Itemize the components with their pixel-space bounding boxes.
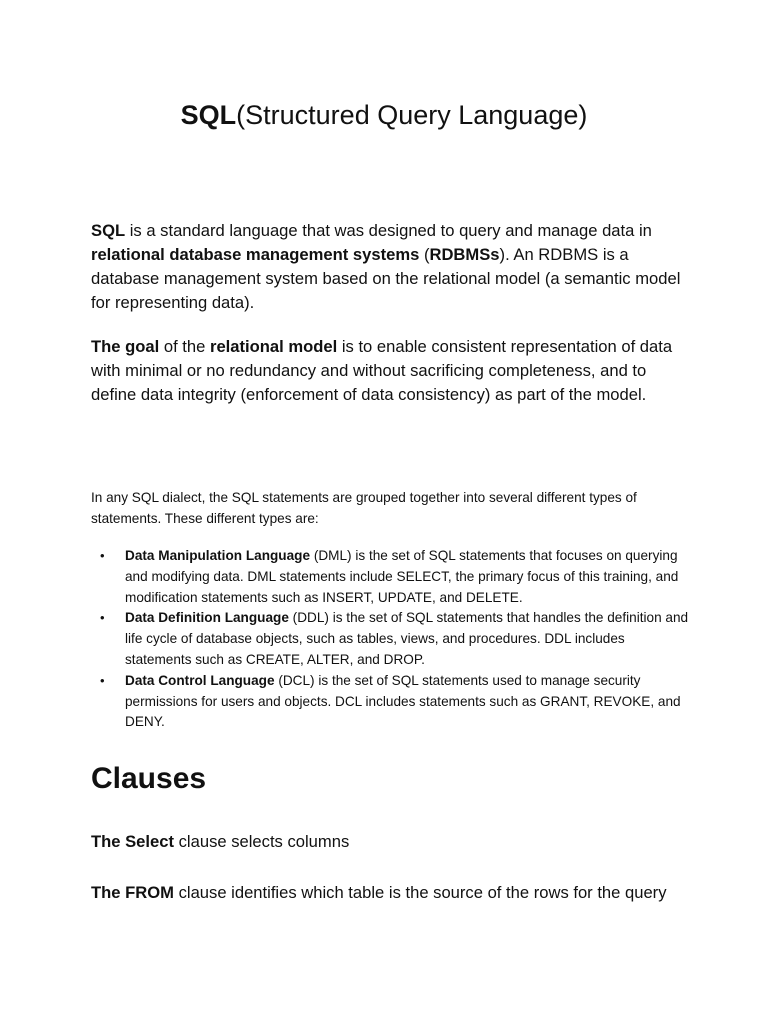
- goal-paragraph: [91, 335, 691, 407]
- from-clause-paragraph: [91, 881, 691, 905]
- intro-text-3: ). An RDBMS is a database management system based on the relational model (a semantic model for representing data).: [91, 245, 681, 312]
- list-item-text: (DML) is the set of SQL statements that focuses on querying and modifying data. DML statements include SELECT, the primary focus of this training, and modification statements such as INSERT, UPDATE, and DELETE.: [125, 548, 679, 605]
- intro-text-2: (: [419, 245, 430, 264]
- statement-types-list: [91, 546, 691, 733]
- intro-paragraph: [91, 219, 691, 315]
- list-item: [91, 546, 691, 608]
- list-item: [91, 608, 691, 670]
- list-item: [91, 671, 691, 733]
- from-clause-bold: The FROM: [91, 883, 174, 902]
- list-item-term: Data Control Language: [125, 672, 275, 688]
- select-clause-paragraph: [91, 830, 691, 854]
- list-item-text: (DCL) is the set of SQL statements used to manage security permissions for users and objects. DCL includes statements such as GRANT, REVOKE, and DENY.: [125, 672, 681, 730]
- title-rest: (Structured Query Language): [236, 100, 588, 130]
- goal-text-2: is to enable consistent representation of data with minimal or no redundancy and without sacrificing completeness, and to define data integrity (enforcement of data consistency) as part of the model.: [91, 337, 673, 404]
- list-item-term: Data Definition Language: [125, 610, 289, 626]
- goal-bold-2: relational model: [209, 337, 338, 356]
- goal-bold-1: The goal: [91, 337, 160, 356]
- page-title: [0, 96, 768, 134]
- clauses-heading: Clauses: [91, 762, 207, 795]
- dialect-paragraph: In any SQL dialect, the SQL statements are grouped together into several different types of statements. These different types are:: [91, 490, 637, 526]
- intro-rdbms-bold: relational database management systems: [91, 245, 420, 264]
- list-item-text: (DDL) is the set of SQL statements that handles the definition and life cycle of database objects, such as tables, views, and procedures. DDL includes statements such as CREATE, ALTER, and DROP.: [125, 610, 689, 667]
- intro-text-1: is a standard language that was designed to query and manage data in: [125, 221, 652, 240]
- title-bold: SQL: [180, 100, 237, 130]
- list-item-term: Data Manipulation Language: [125, 548, 311, 563]
- goal-text-1: of the: [159, 337, 210, 356]
- select-clause-bold: The Select: [91, 832, 175, 851]
- bullet-icon: •: [100, 610, 105, 626]
- bullet-icon: •: [100, 672, 105, 688]
- bullet-icon: •: [100, 548, 105, 563]
- intro-term: SQL: [91, 221, 126, 240]
- intro-rdbms-abbr: RDBMSs: [429, 245, 500, 264]
- from-clause-text: clause identifies which table is the source of the rows for the query: [173, 883, 667, 902]
- select-clause-text: clause selects columns: [174, 832, 350, 851]
